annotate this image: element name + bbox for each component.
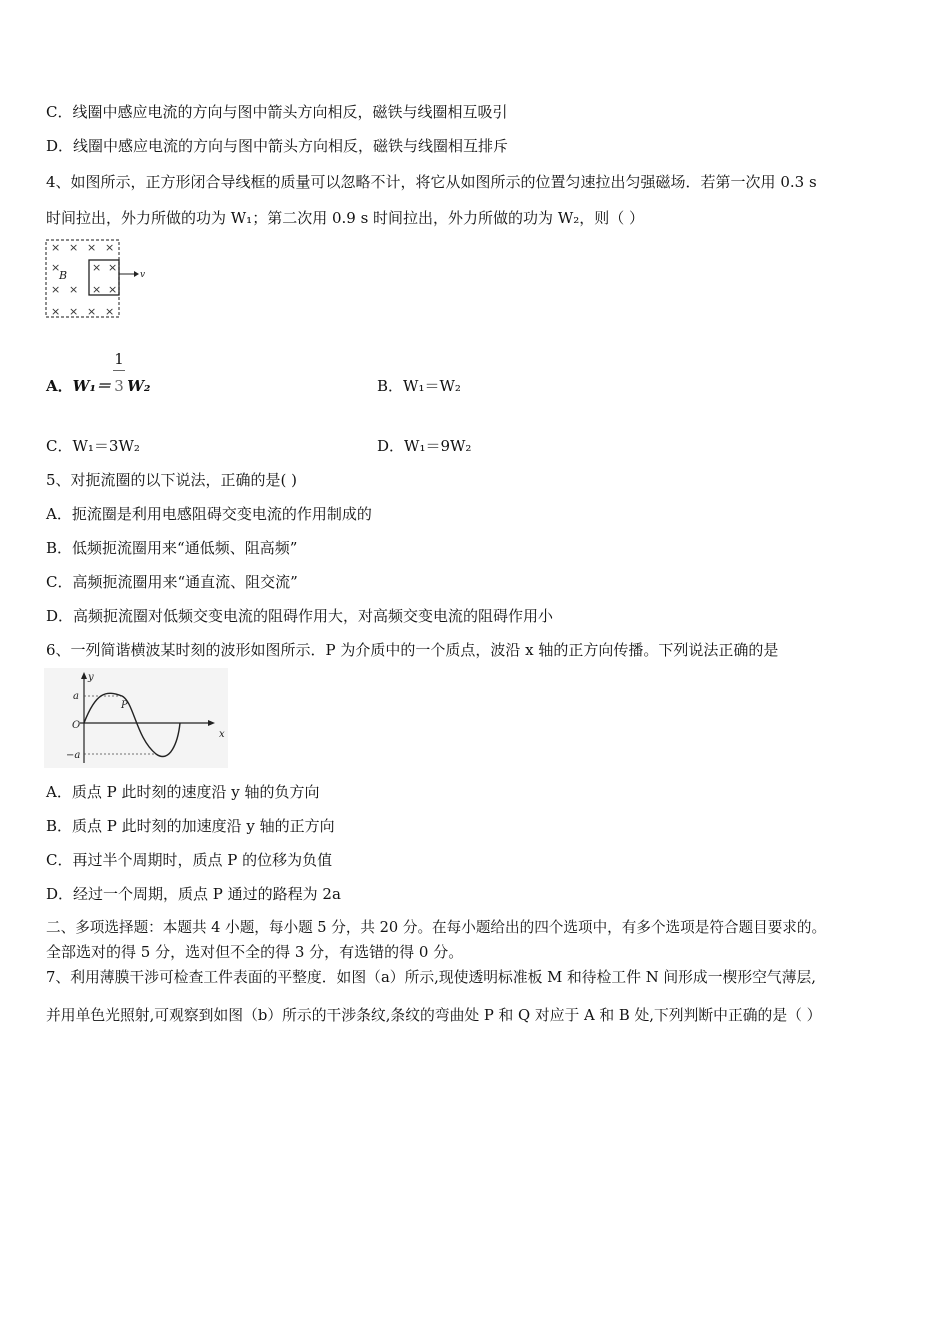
amplitude-negative-label: −a xyxy=(66,750,81,761)
cross-mark: × xyxy=(51,241,61,254)
q4-option-a-prefix: W₁＝ xyxy=(72,377,112,395)
q5-option-c: C．高频扼流圈用来“通直流、阻交流” xyxy=(46,573,298,591)
cross-mark: × xyxy=(92,261,102,274)
origin-label: O xyxy=(72,720,81,731)
amplitude-positive-label: a xyxy=(73,691,79,702)
fraction-bar xyxy=(113,370,125,371)
q6-option-c: C．再过半个周期时，质点 P 的位移为负值 xyxy=(46,851,333,869)
q6-option-b: B．质点 P 此时刻的加速度沿 y 轴的正方向 xyxy=(46,817,335,835)
cross-mark: × xyxy=(92,283,102,296)
y-label: y xyxy=(88,672,94,683)
q6-stem: 6、一列简谐横波某时刻的波形如图所示．P 为介质中的一个质点，波沿 x 轴的正方向传播。下列说法正确的是 xyxy=(46,641,779,659)
q5-stem: 5、对扼流圈的以下说法，正确的是( ) xyxy=(46,471,298,489)
fraction-numerator: 1 xyxy=(114,350,124,368)
q6-option-a: A．质点 P 此时刻的速度沿 y 轴的负方向 xyxy=(46,783,320,801)
point-p-label: P xyxy=(121,700,128,711)
wave-figure xyxy=(44,668,228,768)
cross-mark: × xyxy=(87,241,97,254)
velocity-arrowhead xyxy=(134,271,139,277)
field-label-b: B xyxy=(59,269,68,282)
q5-option-d: D．高频扼流圈对低频交变电流的阻碍作用大，对高频交变电流的阻碍作用小 xyxy=(46,607,554,625)
x-label: x xyxy=(219,729,225,740)
q7-stem-line-2: 并用单色光照射,可观察到如图（b）所示的干涉条纹,条纹的弯曲处 P 和 Q 对应于 A 和 B 处,下列判断中正确的是（ ） xyxy=(46,1007,822,1024)
fraction-denominator: 3 xyxy=(114,377,124,395)
q3-option-d: D．线圈中感应电流的方向与图中箭头方向相反，磁铁与线圈相互排斥 xyxy=(46,137,509,155)
cross-mark: × xyxy=(105,241,115,254)
q4-stem-line-2: 时间拉出，外力所做的功为 W₁；第二次用 0.9 s 时间拉出，外力所做的功为 W₂，则（ ） xyxy=(46,209,645,227)
q4-stem-line-1: 4、如图所示，正方形闭合导线框的质量可以忽略不计，将它从如图所示的位置匀速拉出匀强磁场．若第一次用 0.3 s xyxy=(46,173,817,191)
cross-mark: × xyxy=(51,283,61,296)
cross-mark: × xyxy=(108,261,118,274)
q3-option-c: C．线圈中感应电流的方向与图中箭头方向相反，磁铁与线圈相互吸引 xyxy=(46,103,508,121)
cross-mark: × xyxy=(69,283,79,296)
cross-mark: × xyxy=(108,283,118,296)
cross-mark: × xyxy=(87,305,97,318)
magnetic-field-figure xyxy=(44,238,148,320)
cross-mark: × xyxy=(51,305,61,318)
section-2-heading-line-1: 二、多项选择题：本题共 4 小题，每小题 5 分，共 20 分。在每小题给出的四个选项中，有多个选项是符合题目要求的。 xyxy=(46,919,827,936)
cross-mark: × xyxy=(69,241,79,254)
q4-option-b: B．W₁＝W₂ xyxy=(377,377,461,395)
q4-option-a xyxy=(46,376,150,396)
cross-mark: × xyxy=(51,261,61,274)
q4-option-c: C．W₁＝3W₂ xyxy=(46,437,140,455)
velocity-label: v xyxy=(140,270,146,280)
q6-option-d: D．经过一个周期，质点 P 通过的路程为 2a xyxy=(46,885,341,903)
cross-mark: × xyxy=(105,305,115,318)
q5-option-b: B．低频扼流圈用来“通低频、阻高频” xyxy=(46,539,298,557)
q5-option-a: A．扼流圈是利用电感阻碍交变电流的作用制成的 xyxy=(46,505,372,523)
q4-option-a-label: A． xyxy=(46,377,73,395)
section-2-heading-line-2: 全部选对的得 5 分，选对但不全的得 3 分，有选错的得 0 分。 xyxy=(46,943,464,961)
q4-option-a-suffix: W₂ xyxy=(127,377,151,395)
cross-mark: × xyxy=(69,305,79,318)
q7-stem-line-1: 7、利用薄膜干涉可检查工件表面的平整度．如图（a）所示,现使透明标准板 M 和待检工件 N 间形成一楔形空气薄层, xyxy=(46,969,817,986)
q4-option-d: D．W₁＝9W₂ xyxy=(377,437,472,455)
